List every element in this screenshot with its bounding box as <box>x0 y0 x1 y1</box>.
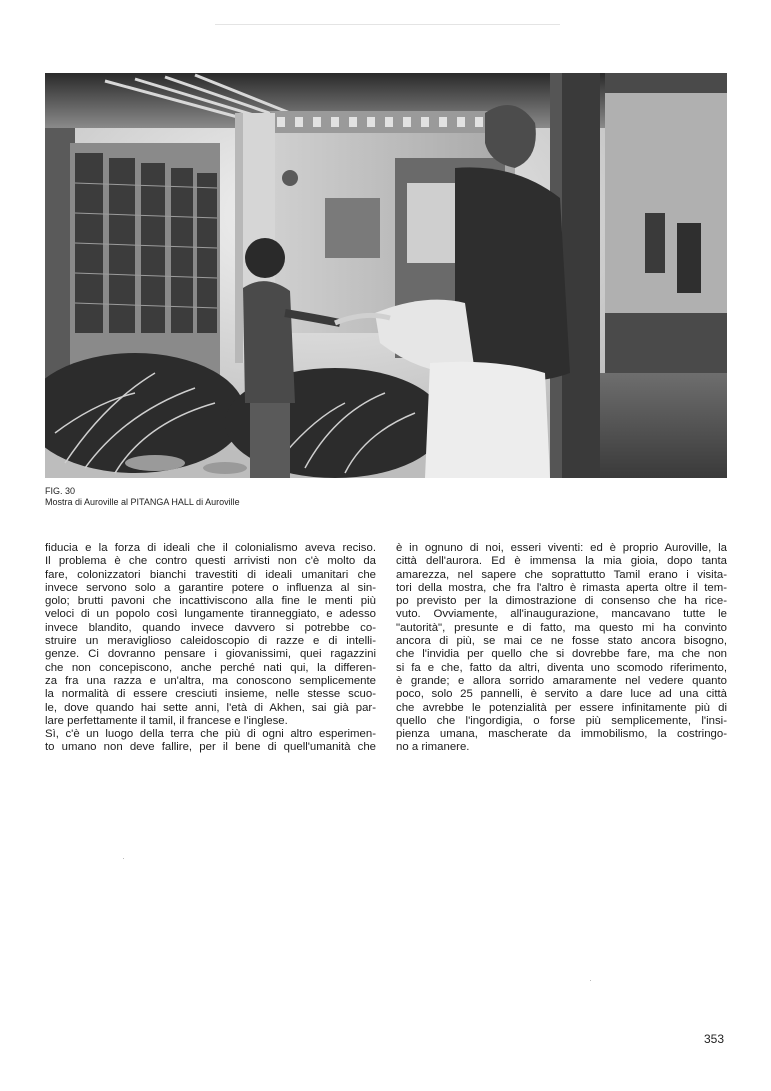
text-line: amarezza, nel sapere che soprattutto Tamil erano i visita- <box>396 568 727 581</box>
text-line: che non concepiscono, anche perché nati qui, la differen- <box>45 661 376 674</box>
text-line: invece servono solo a garantire potere o influenza al sin- <box>45 581 376 594</box>
text-line: quello che l'ingordigia, o forse più semplicemente, l'insi- <box>396 714 727 727</box>
text-line: è grande; e allora sorrido amaramente nel vedere quanto <box>396 674 727 687</box>
text-line: genze. Ci dovranno pensare i giovanissimi, quei ragazzini <box>45 648 376 661</box>
text-line: ancora di più, se mai ce ne fosse stato ancora bisogno, <box>396 635 727 648</box>
text-line: veloci di un popolo così lungamente tiranneggiato, e adesso <box>45 608 376 621</box>
page-number: 353 <box>703 1032 724 1046</box>
text-line: "autorità", presunte e di fatto, ma questo mi ha convinto <box>396 621 727 634</box>
text-column-left <box>45 542 376 755</box>
text-line: città dell'aurora. Ed è immensa la mia gioia, dopo tanta <box>396 555 727 568</box>
header-rule <box>215 24 560 25</box>
text-line: poco, solo 25 pannelli, è servito a dare luce ad una città <box>396 688 727 701</box>
text-line: to umano non deve fallire, per il bene di quell'umanità che <box>45 741 376 754</box>
text-line: Sì, c'è un luogo della terra che più di ogni altro esperimen- <box>45 728 376 741</box>
text-line: che l'invidia per quello che si dovrebbe fare, ma che non <box>396 648 727 661</box>
text-line: si fa e che, fatto da altri, diventa uno scomodo riferimento, <box>396 661 727 674</box>
text-line: Il problema è che contro questi arrivisti non c'è molto da <box>45 555 376 568</box>
text-line: fiducia e la forza di ideali che il colonialismo aveva reciso. <box>45 542 376 554</box>
text-line: tori della mostra, che fra l'altro è rimasta aperta oltre il tem- <box>396 581 727 594</box>
figure-caption <box>45 486 445 508</box>
text-line: struire un meraviglioso caleidoscopio di razze e di intelli- <box>45 635 376 648</box>
text-line: pienza umana, mascherate da immobilismo, la costringo- <box>396 728 727 741</box>
text-line: la normalità di essere cresciuti insieme, nelle stesse scuo- <box>45 688 376 701</box>
text-line: che avrebbe le potenzialità per essere infinitamente più di <box>396 701 727 714</box>
text-line: golo; brutti pavoni che incattiviscono alla fine le menti più <box>45 595 376 608</box>
text-line: po previsto per la dimostrazione di consenso che ha rice- <box>396 595 727 608</box>
text-line: invece blandito, quando invece davvero si potrebbe co- <box>45 621 376 634</box>
text-column-right <box>396 542 727 755</box>
scan-speck <box>590 980 591 981</box>
text-line: za fra una razza e un'altra, ma conoscono semplicemente <box>45 674 376 687</box>
figure-label: FIG. 30 <box>45 486 76 496</box>
photo-illustration <box>45 73 727 478</box>
figure-photo <box>45 73 727 478</box>
scan-speck <box>123 858 124 859</box>
text-line: fare, colonizzatori bianchi travestiti di ideali umanitari che <box>45 568 376 581</box>
text-line: è in ognuno di noi, esseri viventi: ed è proprio Auroville, la <box>396 542 727 554</box>
text-line: lare perfettamente il tamil, il francese e l'inglese. <box>45 714 288 727</box>
text-line: vuto. Ovviamente, all'inaugurazione, mancavano tutte le <box>396 608 727 621</box>
text-line: le, dove quando hai sette anni, l'età di Akhen, sai già par- <box>45 701 376 714</box>
text-line: no a rimanere. <box>396 741 470 754</box>
figure-caption-text: Mostra di Auroville al PITANGA HALL di Auroville <box>45 497 240 507</box>
